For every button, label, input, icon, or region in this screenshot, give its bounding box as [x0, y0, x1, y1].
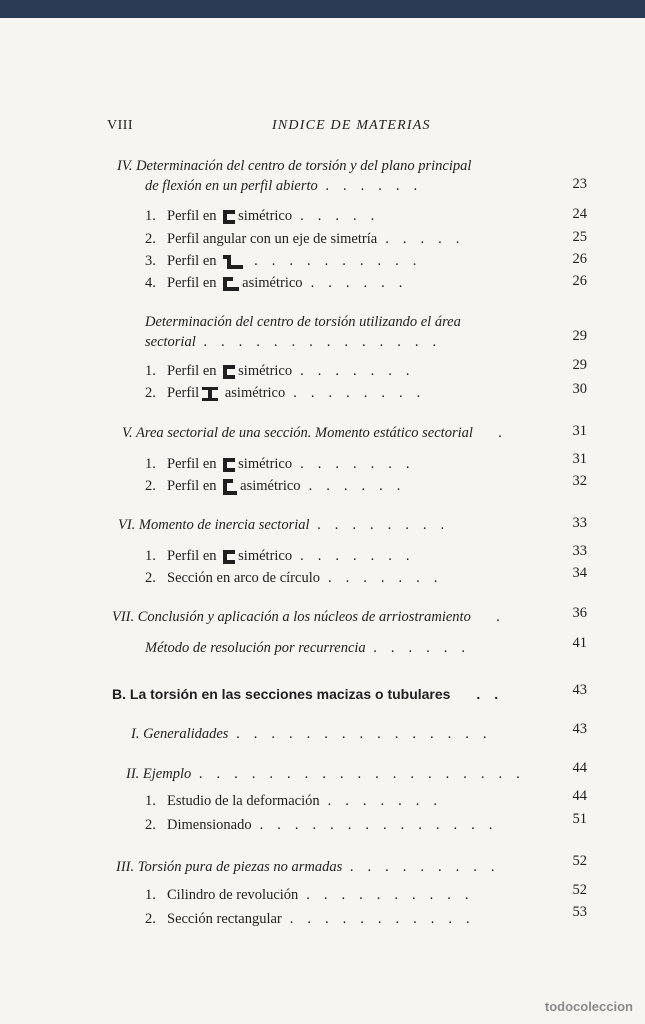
- toc-heading-line: IV. Determinación del centro de torsión y del plano principal: [117, 158, 472, 174]
- toc-heading: VI. Momento de inercia sectorial ........: [118, 517, 459, 533]
- toc-page: 44: [572, 788, 587, 804]
- toc-page: 23: [572, 176, 587, 192]
- toc-item: 1. Cilindro de revolución ..........: [145, 887, 483, 903]
- toc-page: 36: [572, 605, 587, 621]
- toc-item: 1. Perfil en simétrico .......: [145, 456, 424, 472]
- toc-page: 41: [572, 635, 587, 651]
- toc-page: 43: [572, 721, 587, 737]
- watermark: todocoleccion: [544, 999, 633, 1014]
- toc-item: 1. Perfil en simétrico .......: [145, 548, 424, 564]
- toc-heading-line: sectorial ..............: [145, 334, 451, 350]
- toc-part-heading: B. La torsión en las secciones macizas o tubulares ..: [112, 686, 513, 702]
- z-section-icon: [222, 254, 244, 270]
- asymmetric-channel-icon: [222, 276, 240, 292]
- channel-section-icon: [222, 549, 236, 565]
- toc-page: 29: [572, 357, 587, 373]
- toc-page: 26: [572, 273, 587, 289]
- toc-heading: I. Generalidades ...............: [131, 726, 501, 742]
- toc-page: 53: [572, 904, 587, 920]
- toc-item: 1. Perfil en simétrico .......: [145, 363, 424, 379]
- top-border: [0, 0, 645, 18]
- toc-page: 33: [572, 515, 587, 531]
- toc-item: 2. Perfil angular con un eje de simetría .....: [145, 231, 474, 247]
- toc-page: 44: [572, 760, 587, 776]
- toc-item: 2. Sección rectangular ...........: [145, 911, 484, 927]
- toc-page: 31: [572, 451, 587, 467]
- toc-page: 31: [572, 423, 587, 439]
- channel-section-icon: [222, 457, 236, 473]
- toc-page: 24: [572, 206, 587, 222]
- i-section-icon: [201, 386, 219, 402]
- toc-page: 30: [572, 381, 587, 397]
- toc-page: 34: [572, 565, 587, 581]
- toc-item: 3. Perfil en ..........: [145, 253, 431, 269]
- toc-page: 43: [572, 682, 587, 698]
- toc-page: 29: [572, 328, 587, 344]
- toc-heading: II. Ejemplo ...................: [126, 766, 535, 782]
- toc-page: 52: [572, 853, 587, 869]
- toc-page: 25: [572, 229, 587, 245]
- toc-heading-line: de flexión en un perfil abierto ......: [145, 178, 432, 194]
- toc-item: 1. Perfil en simétrico .....: [145, 208, 389, 224]
- toc-item: 2. Sección en arco de círculo .......: [145, 570, 452, 586]
- toc-heading: Método de resolución por recurrencia ......: [145, 640, 480, 656]
- toc-heading: III. Torsión pura de piezas no armadas .........: [116, 859, 509, 875]
- toc-item: 2. Dimensionado ..............: [145, 817, 507, 833]
- toc-heading: VII. Conclusión y aplicación a los núcleos de arriostramiento .: [112, 609, 515, 625]
- channel-section-icon: [222, 209, 236, 225]
- toc-item: 2. Perfil en asimétrico ......: [145, 478, 415, 494]
- page-folio: VIII: [107, 118, 134, 133]
- toc-page: 26: [572, 251, 587, 267]
- asymmetric-channel-icon: [222, 478, 238, 496]
- channel-section-icon: [222, 364, 236, 380]
- toc-page: 33: [572, 543, 587, 559]
- toc-page: 32: [572, 473, 587, 489]
- running-header: INDICE DE MATERIAS: [272, 118, 431, 133]
- toc-item: 4. Perfil en asimétrico ......: [145, 275, 417, 291]
- toc-heading: V. Area sectorial de una sección. Momento estático sectorial .: [122, 425, 517, 441]
- toc-item: 1. Estudio de la deformación .......: [145, 793, 451, 809]
- toc-heading-line: Determinación del centro de torsión utilizando el área: [145, 314, 461, 330]
- toc-item: 2. Perfil asimétrico ........: [145, 385, 435, 401]
- toc-page: 52: [572, 882, 587, 898]
- toc-page: 51: [572, 811, 587, 827]
